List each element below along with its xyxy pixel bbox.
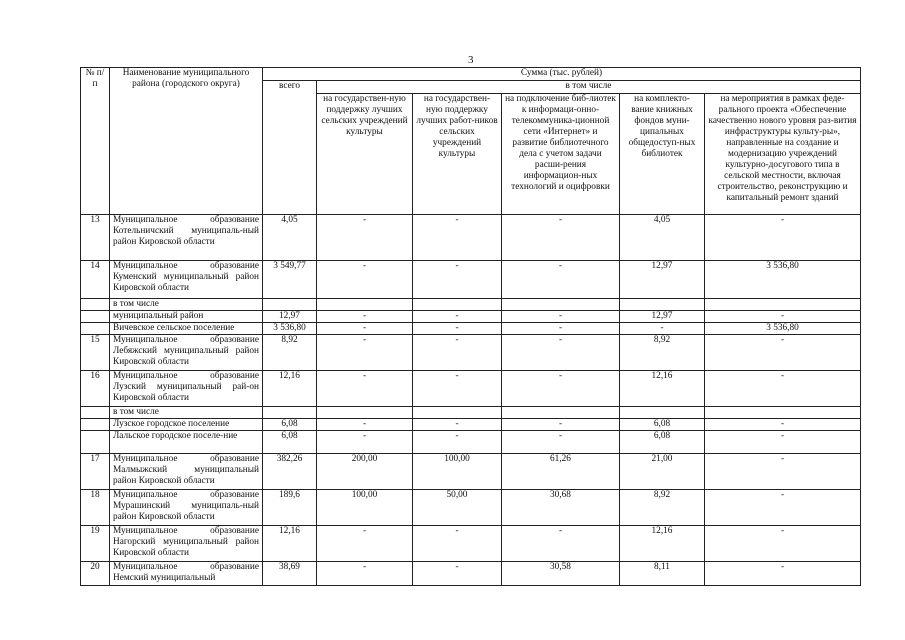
row-col-5: - [705, 419, 861, 431]
row-col-3: - [502, 335, 620, 371]
row-total: 4,05 [263, 215, 317, 261]
table-row [81, 490, 861, 526]
row-col-4: 8,92 [620, 335, 705, 371]
row-num: 15 [81, 335, 110, 371]
row-name: в том числе [110, 407, 263, 419]
header-col-3: на подключение биб-лиотек к информаци-онно-телекоммуника-ционной сети «Интернет» и развитие библиотечного дела с учетом задачи расши-рения информацион-ных технологий и оцифровки [502, 94, 620, 215]
row-total: 189,6 [263, 490, 317, 526]
row-col-3: - [502, 215, 620, 261]
row-name: Муниципальное образование Немский муниципальный [110, 562, 263, 586]
row-num [81, 311, 110, 323]
row-col-1: - [317, 431, 413, 454]
row-col-5: - [705, 562, 861, 586]
row-num: 17 [81, 454, 110, 490]
row-col-2: - [413, 526, 502, 562]
row-num [81, 299, 110, 311]
row-total: 3 536,80 [263, 323, 317, 335]
row-col-3: - [502, 311, 620, 323]
row-col-2: 100,00 [413, 454, 502, 490]
row-col-5: 3 536,80 [705, 323, 861, 335]
row-num [81, 407, 110, 419]
row-col-2: - [413, 215, 502, 261]
row-col-1: 200,00 [317, 454, 413, 490]
row-col-1: - [317, 419, 413, 431]
row-col-5: - [705, 371, 861, 407]
header-total: всего [263, 81, 317, 215]
row-num: 18 [81, 490, 110, 526]
row-name: в том числе [110, 299, 263, 311]
row-col-1: - [317, 311, 413, 323]
row-num: 14 [81, 261, 110, 299]
row-name: Муниципальное образование Куменский муниципальный район Кировской области [110, 261, 263, 299]
row-col-2: - [413, 261, 502, 299]
row-name: Лузское городское поселение [110, 419, 263, 431]
row-col-3: 30,58 [502, 562, 620, 586]
row-total: 382,26 [263, 454, 317, 490]
row-col-3 [502, 407, 620, 419]
row-num [81, 323, 110, 335]
row-col-1: - [317, 526, 413, 562]
row-col-4 [620, 407, 705, 419]
row-col-1: - [317, 261, 413, 299]
row-col-2: - [413, 311, 502, 323]
row-col-4 [620, 299, 705, 311]
row-col-5: 3 536,80 [705, 261, 861, 299]
table-row [81, 311, 861, 323]
row-col-3: 61,26 [502, 454, 620, 490]
row-num [81, 431, 110, 454]
row-total: 8,92 [263, 335, 317, 371]
row-num: 16 [81, 371, 110, 407]
row-col-5 [705, 299, 861, 311]
page-number: 3 [468, 54, 474, 66]
row-num: 19 [81, 526, 110, 562]
row-col-1: - [317, 323, 413, 335]
row-name: Муниципальное образование Лузский муниципальный рай-он Кировской области [110, 371, 263, 407]
row-col-4: 12,16 [620, 371, 705, 407]
row-col-2: - [413, 419, 502, 431]
row-total: 12,97 [263, 311, 317, 323]
row-col-4: 12,97 [620, 261, 705, 299]
row-col-1: 100,00 [317, 490, 413, 526]
row-col-3: 30,68 [502, 490, 620, 526]
row-name: Лальское городское поселе-ние [110, 431, 263, 454]
header-col-1: на государствен-ную поддержку лучших сельских учреждений культуры [317, 94, 413, 215]
row-name: Муниципальное образование Мурашинский муниципаль-ный район Кировской области [110, 490, 263, 526]
row-col-2: 50,00 [413, 490, 502, 526]
header-col-5: на мероприятия в рамках феде-рального проекта «Обеспечение качественно нового уровня раз-вития инфраструктуры культу-ры», направленные на создание и модернизацию учреждений культурно-досугового типа в сельской местности, включая строительство, реконструкцию и капитальный ремонт зданий [705, 94, 861, 215]
row-col-4: 6,08 [620, 419, 705, 431]
row-col-1 [317, 299, 413, 311]
row-col-4: 12,16 [620, 526, 705, 562]
row-col-1 [317, 407, 413, 419]
row-col-3: - [502, 323, 620, 335]
row-col-5: - [705, 431, 861, 454]
table-row [81, 419, 861, 431]
row-total: 6,08 [263, 419, 317, 431]
row-col-4: - [620, 323, 705, 335]
row-col-4: 8,92 [620, 490, 705, 526]
table-row [81, 526, 861, 562]
table-row [81, 335, 861, 371]
row-col-2: - [413, 562, 502, 586]
row-col-4: 4,05 [620, 215, 705, 261]
row-col-1: - [317, 562, 413, 586]
row-col-1: - [317, 215, 413, 261]
row-col-3: - [502, 526, 620, 562]
row-name: Муниципальное образование Котельничский муниципаль-ный район Кировской области [110, 215, 263, 261]
row-num [81, 419, 110, 431]
row-col-2: - [413, 335, 502, 371]
table-row [81, 323, 861, 335]
row-name: Вичевское сельское поселение [110, 323, 263, 335]
table-row [81, 407, 861, 419]
row-col-2 [413, 407, 502, 419]
table-row [81, 562, 861, 586]
row-col-5: - [705, 215, 861, 261]
row-col-3: - [502, 371, 620, 407]
row-num: 13 [81, 215, 110, 261]
row-total: 38,69 [263, 562, 317, 586]
row-col-5: - [705, 335, 861, 371]
row-col-2 [413, 299, 502, 311]
table-row [81, 299, 861, 311]
row-total: 3 549,77 [263, 261, 317, 299]
table-row [81, 431, 861, 454]
row-col-3 [502, 299, 620, 311]
header-sum: Сумма (тыс. рублей) [263, 68, 861, 81]
row-col-5 [705, 407, 861, 419]
row-col-5: - [705, 454, 861, 490]
row-col-4: 8,11 [620, 562, 705, 586]
row-num: 20 [81, 562, 110, 586]
row-col-5: - [705, 311, 861, 323]
table-row [81, 371, 861, 407]
row-total: 12,16 [263, 371, 317, 407]
header-name: Наименование муниципального района (городского округа) [110, 68, 263, 215]
allocation-table [80, 67, 861, 586]
row-col-3: - [502, 419, 620, 431]
header-in-number: в том числе [317, 81, 861, 94]
row-total: 12,16 [263, 526, 317, 562]
row-col-1: - [317, 335, 413, 371]
row-name: Муниципальное образование Лебяжский муниципальный район Кировской области [110, 335, 263, 371]
row-name: Муниципальное образование Нагорский муниципальный район Кировской области [110, 526, 263, 562]
row-col-4: 6,08 [620, 431, 705, 454]
row-col-2: - [413, 431, 502, 454]
table-row [81, 261, 861, 299]
row-col-1: - [317, 371, 413, 407]
row-col-4: 21,00 [620, 454, 705, 490]
row-col-2: - [413, 323, 502, 335]
row-col-5: - [705, 490, 861, 526]
table-row [81, 454, 861, 490]
row-name: Муниципальное образование Малмыжский муниципальный район Кировской области [110, 454, 263, 490]
row-col-3: - [502, 431, 620, 454]
row-col-3: - [502, 261, 620, 299]
header-col-2: на государствен-ную поддержку лучших работ-ников сельских учреждений культуры [413, 94, 502, 215]
row-col-2: - [413, 371, 502, 407]
row-total [263, 407, 317, 419]
header-num: № п/п [81, 68, 110, 215]
header-col-4: на комплекто-вание книжных фондов муни-ципальных общедоступ-ных библиотек [620, 94, 705, 215]
row-col-4: 12,97 [620, 311, 705, 323]
row-col-5: - [705, 526, 861, 562]
row-total [263, 299, 317, 311]
row-name: муниципальный район [110, 311, 263, 323]
row-total: 6,08 [263, 431, 317, 454]
table-row [81, 215, 861, 261]
